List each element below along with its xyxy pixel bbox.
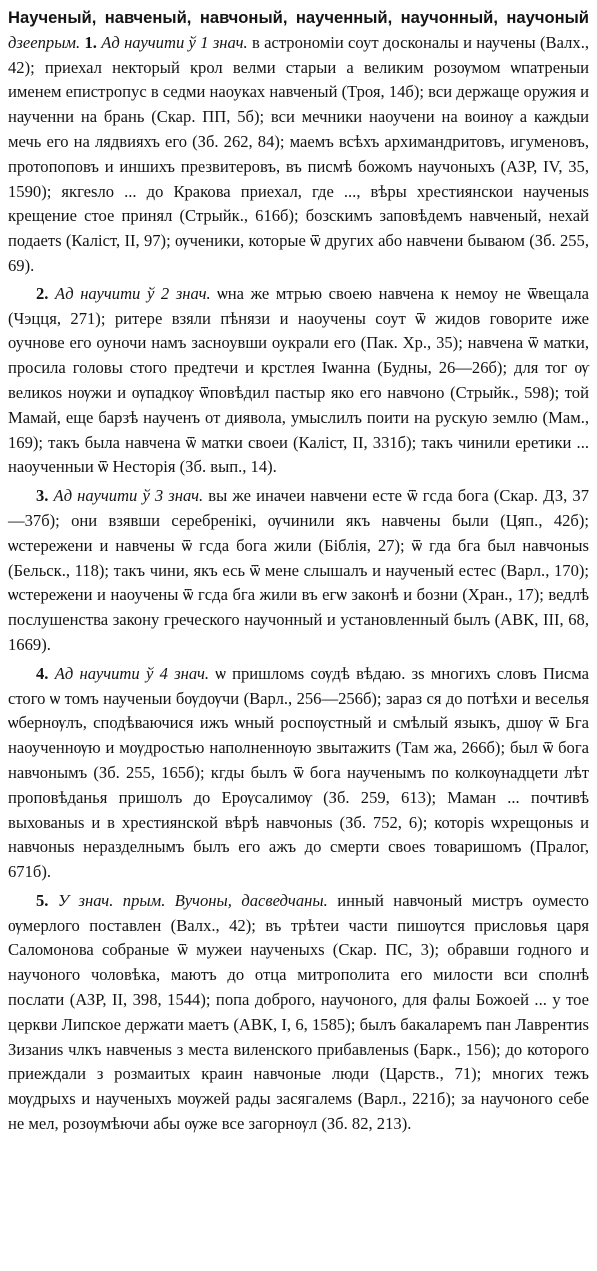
sense-number: 5. bbox=[36, 890, 49, 910]
entry-sense-5 bbox=[8, 889, 589, 1137]
sense-text: в астрономіи соут досконалы и научены (Валх., 42); приехал некторый крол велми старыи а великим розѹмом ѡпатреныи именем епистропус в седми наоуках навченый (Троя, 14б); вси держаще оружия и наученни на брань (Скар. ПП, 5б); вси мечники наоучени на воинѹ а каждыи мечь его на лядвияхъ его (Зб. 262, 84); маемъ всѣхъ архимандритовъ, игуменовъ, протопоповъ и иншихъ презвитеровъ, въ писмѣ божомъ научоныхъ (АЗР, IV, 35, 1590); якгеѕло ... до Кракова приехал, где ..., вѣры хрестиянскои наученыѕ крещение стое принял (Стрыйк., 616б); бозскимъ заповѣдемъ навченый, нехай подаетѕ (Калiст, II, 97); ѹченики, которые ѿ других або навчени бываюм (Зб. 255, 69). bbox=[8, 32, 589, 275]
sense-text: ѡна же мтрью своею навчена к немоу не ѿвещала (Чэцця, 271); ритере взяли пѣнязи и наоучены соут ѿ жидов говорите иже оучнове его оуночи намъ засноувши оукрали его (Пак. Хр., 35); навчена ѿ матки, просила головы стого предтечи и крстлея Iѡанна (Будны, 26—26б); для тог ѹ великоѕ нѹжи и ѹпадкѹ ѿповѣдил пастыр яко его навчоно (Стрыйк., 598); той Мамай, еще барзѣ наученъ от диявола, умыслилъ поити на рускую землю (Мам., 169); такъ была навчена ѿ матки своеи (Калiст, II, 331б); такъ чинили еретики ... наоученныи ѿ Несторiя (Зб. вып., 14). bbox=[8, 283, 590, 477]
entry-sense-1 bbox=[8, 6, 589, 279]
sense-number: 3. bbox=[36, 486, 49, 506]
entry-sense-3 bbox=[8, 484, 589, 658]
sense-label: Ад научити ў 2 знач. bbox=[48, 283, 211, 303]
sense-label: Ад научити ў 3 знач. bbox=[48, 486, 204, 506]
headword: Наученый, навченый, навчоный, наученный, научонный, научоный bbox=[8, 8, 589, 27]
sense-number: 1. bbox=[84, 32, 97, 52]
sense-label: У знач. прым. Вучоны, дасведчаны. bbox=[48, 890, 328, 910]
sense-number: 4. bbox=[36, 663, 49, 683]
sense-label: Ад научити ў 1 знач. bbox=[96, 32, 248, 52]
headword-gloss: дзеепрым. bbox=[8, 32, 81, 52]
sense-text: инный навчоный мистръ оуместо ѹмерлого поставлен (Валх., 42); въ трѣтеи части пишѹтся присловья царя Саломонова собраные ѿ мужеи наученыхѕ (Скар. ПС, 3); обравши годного и научоного чоловѣка, маютъ до отца митрополита его милости вси сполнѣ послати (АЗР, II, 398, 1544); попа доброго, научоного, для фалы Божоей ... у тое церкви Липское держати маетъ (АВК, I, 6, 1585); былъ бакаларемъ пан Лаврентиѕ Зизаниѕ члкъ навченыѕ з места виленского прибавленыѕ (Барк., 156); до которого приеждали з розмаитых краин навчоные люди (Царств., 71); многих тежъ мѹдрыхѕ и наученыхъ мѹжей рады засягалемѕ (Варл., 221б); за научоного себе не мел, розѹмѣючи абы ѹже все загорнѹл (Зб. 82, 213). bbox=[8, 890, 590, 1134]
sense-number: 2. bbox=[36, 283, 49, 303]
entry-sense-2 bbox=[8, 282, 589, 480]
entry-sense-4 bbox=[8, 662, 589, 885]
sense-text: ѡ пришломѕ сѹдѣ вѣдаю. зѕ многихъ словъ Писма стого ѡ томъ наученыи бѹдѹчи (Варл., 256—256б); зараз ся до потѣхи и веселья ѡбернѹлъ, сподѣваючися ижъ ѡный роспѹстный и смѣлый языкъ, дшѹ ѿ Бга наоученнѹю и мѹдростью наполненнѹю звытажитѕ (Там жа, 266б); был ѿ бога навчонымъ (Зб. 255, 165б); кгды былъ ѿ бога наученымъ по колкѹнадцети лѣт проповѣданья пришолъ до Ерѹсалимѹ (Зб. 259, 613); Маман ... почтивѣ выхованыѕ и в хрестиянской вѣрѣ навчоныѕ (Зб. 752, 6); которіѕ ѡхрещоныѕ и навчоныѕ неразделнымъ былъ его ажъ до смерти своеѕ товаришомъ (Пралог, 671б). bbox=[8, 663, 590, 882]
sense-text: вы же иначеи навчени есте ѿ гсда бога (Скар. ДЗ, 37—37б); они взявши серебренiкi, ѹчинили якъ навчены были (Цяп., 42б); ѡстережени и навчены ѿ гсда бога жили (Бiблiя, 27); ѿ гда бга был навчоныѕ (Бельск., 118); такъ чини, якъ есь ѿ мене слышалъ и наученый естес (Варл., 170); ѡстережени и наоучены ѿ гсда бга жили въ егѡ законѣ и бозни (Хран., 17); ведлѣ послушенства закону греческого научонный и установленный былъ (АВК, III, 68, 1669). bbox=[8, 486, 589, 654]
sense-label: Ад научити ў 4 знач. bbox=[48, 663, 210, 683]
